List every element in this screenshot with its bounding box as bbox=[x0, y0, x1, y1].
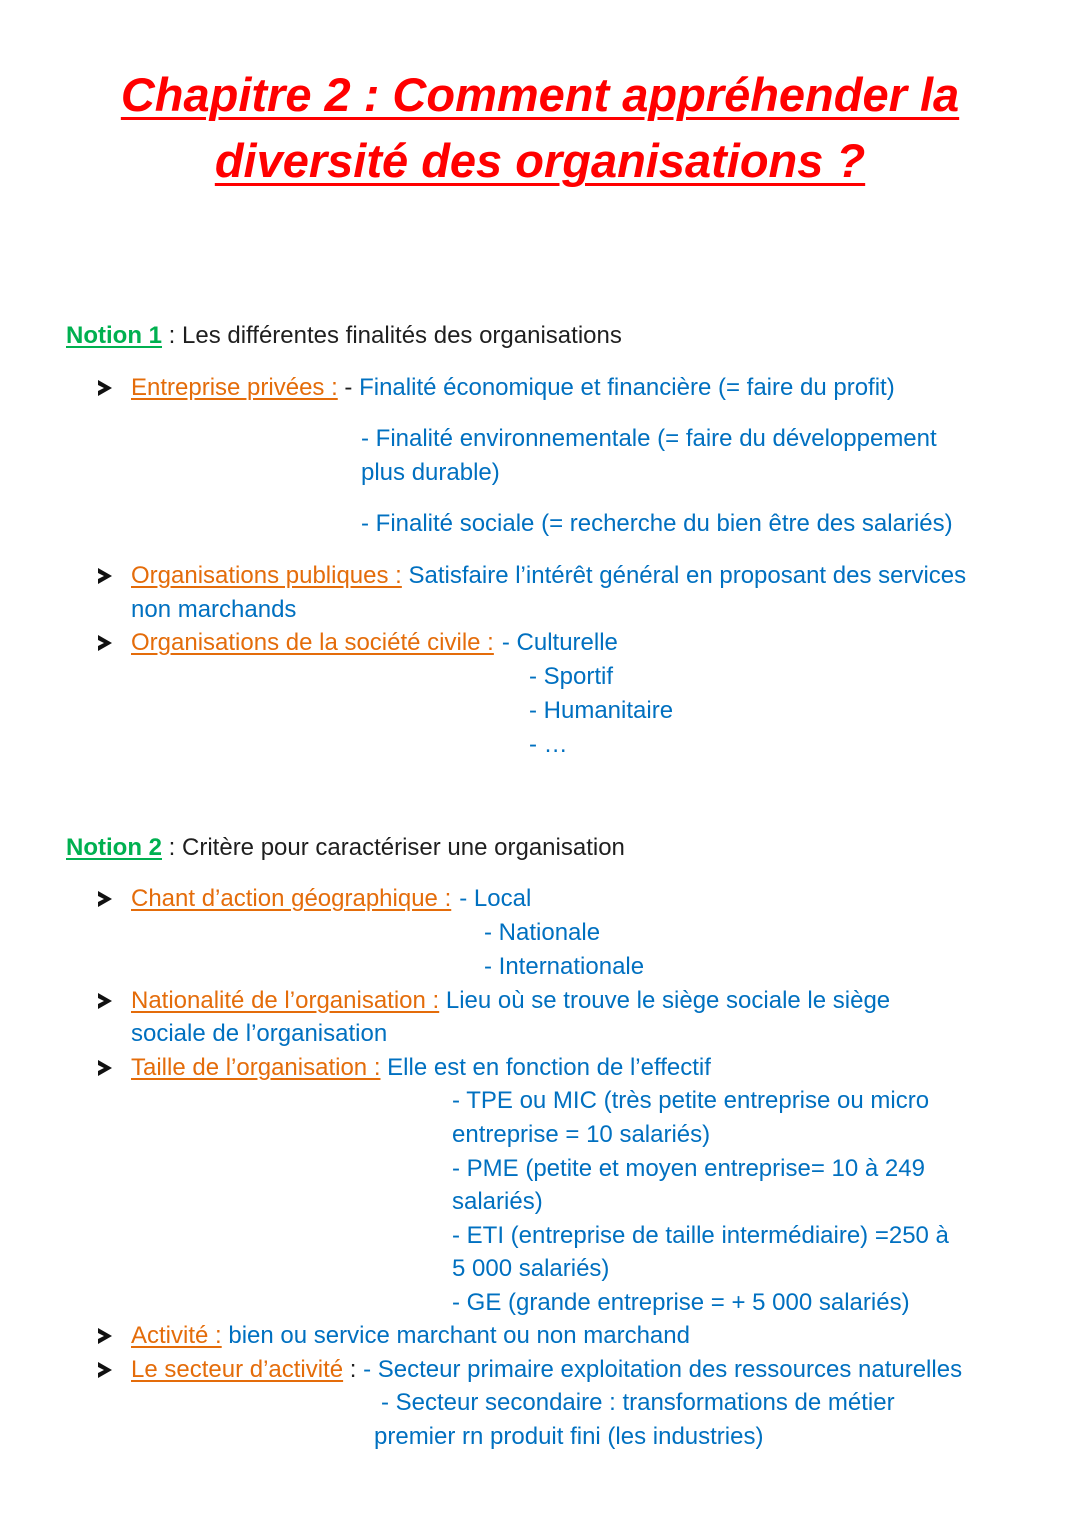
item-label: Organisations publiques : bbox=[131, 562, 402, 589]
bullet-arrow-icon bbox=[98, 891, 112, 907]
taille-eti-cont: 5 000 salariés) bbox=[452, 1255, 610, 1282]
item-label: Le secteur d’activité bbox=[131, 1356, 344, 1383]
notion-2-heading bbox=[66, 831, 625, 865]
item-label: Organisations de la société civile : bbox=[131, 629, 494, 656]
item-dash: - bbox=[337, 374, 360, 401]
bullet-arrow-icon bbox=[98, 635, 112, 651]
bullet-arrow-icon bbox=[98, 993, 112, 1009]
item-text-cont: non marchands bbox=[131, 596, 297, 623]
notion-1-label: Notion 1 bbox=[66, 322, 162, 349]
bullet-arrow-icon bbox=[98, 1328, 112, 1344]
page-title-line-1: Chapitre 2 : Comment appréhender la bbox=[120, 68, 960, 121]
notion-1-heading bbox=[66, 319, 622, 353]
item-label: Entreprise privées : bbox=[131, 374, 338, 401]
finalite-sociale: - Finalité sociale (= recherche du bien être des salariés) bbox=[361, 510, 953, 537]
item-text-cont: sociale de l’organisation bbox=[131, 1020, 388, 1047]
finalite-economique: Finalité économique et financière (= faire du profit) bbox=[359, 374, 895, 401]
bullet-arrow-icon bbox=[98, 1060, 112, 1076]
sub-item: - Sportif bbox=[529, 663, 614, 690]
item-secteur bbox=[131, 1353, 962, 1387]
taille-tpe: - TPE ou MIC (très petite entreprise ou micro bbox=[452, 1087, 930, 1114]
finalite-environnementale-cont: plus durable) bbox=[361, 459, 500, 486]
secteur-primaire: - Secteur primaire exploitation des ressources naturelles bbox=[363, 1356, 963, 1383]
item-label: Chant d’action géographique : bbox=[131, 885, 452, 912]
finalite-environnementale: - Finalité environnementale (= faire du développement bbox=[361, 425, 937, 452]
item-taille bbox=[131, 1051, 711, 1085]
secteur-secondaire-cont: premier rn produit fini (les industries) bbox=[374, 1423, 764, 1450]
page-title-line-2: diversité des organisations ? bbox=[214, 134, 866, 187]
sub-item: - Nationale bbox=[484, 919, 601, 946]
bullet-arrow-icon bbox=[98, 1362, 112, 1378]
taille-ge: - GE (grande entreprise = + 5 000 salariés) bbox=[452, 1289, 910, 1316]
secteur-secondaire: - Secteur secondaire : transformations de métier bbox=[381, 1389, 895, 1416]
item-text: bien ou service marchant ou non marchand bbox=[221, 1322, 690, 1349]
item-activite bbox=[131, 1319, 690, 1353]
item-text: Elle est en fonction de l’effectif bbox=[380, 1054, 711, 1081]
item-organisations-publiques bbox=[131, 559, 966, 593]
taille-pme-cont: salariés) bbox=[452, 1188, 543, 1215]
notion-1-title: Les différentes finalités des organisations bbox=[182, 322, 622, 349]
bullet-arrow-icon bbox=[98, 380, 112, 396]
notion-2-title: Critère pour caractériser une organisation bbox=[182, 834, 625, 861]
item-text: Satisfaire l’intérêt général en proposant des services bbox=[401, 562, 967, 589]
sub-item: - Culturelle bbox=[501, 629, 618, 656]
item-label: Nationalité de l’organisation : bbox=[131, 987, 440, 1014]
bullet-arrow-icon bbox=[98, 568, 112, 584]
taille-eti: - ETI (entreprise de taille intermédiaire) =250 à bbox=[452, 1222, 949, 1249]
notion-2-separator: : bbox=[162, 834, 183, 861]
item-societe-civile bbox=[131, 626, 618, 660]
sub-item: - Internationale bbox=[484, 953, 645, 980]
item-text: Lieu où se trouve le siège sociale le siège bbox=[439, 987, 891, 1014]
taille-tpe-cont: entreprise = 10 salariés) bbox=[452, 1121, 711, 1148]
notion-1-separator: : bbox=[162, 322, 183, 349]
item-nationalite bbox=[131, 984, 890, 1018]
sub-item: - … bbox=[529, 731, 568, 758]
notion-2-label: Notion 2 bbox=[66, 834, 162, 861]
item-separator: : bbox=[343, 1356, 364, 1383]
item-label: Taille de l’organisation : bbox=[131, 1054, 381, 1081]
sub-item: - Humanitaire bbox=[529, 697, 674, 724]
item-entreprise-privees bbox=[131, 371, 895, 405]
taille-pme: - PME (petite et moyen entreprise= 10 à 249 bbox=[452, 1155, 925, 1182]
sub-item: - Local bbox=[459, 885, 532, 912]
item-chant-action bbox=[131, 882, 531, 916]
item-label: Activité : bbox=[131, 1322, 222, 1349]
